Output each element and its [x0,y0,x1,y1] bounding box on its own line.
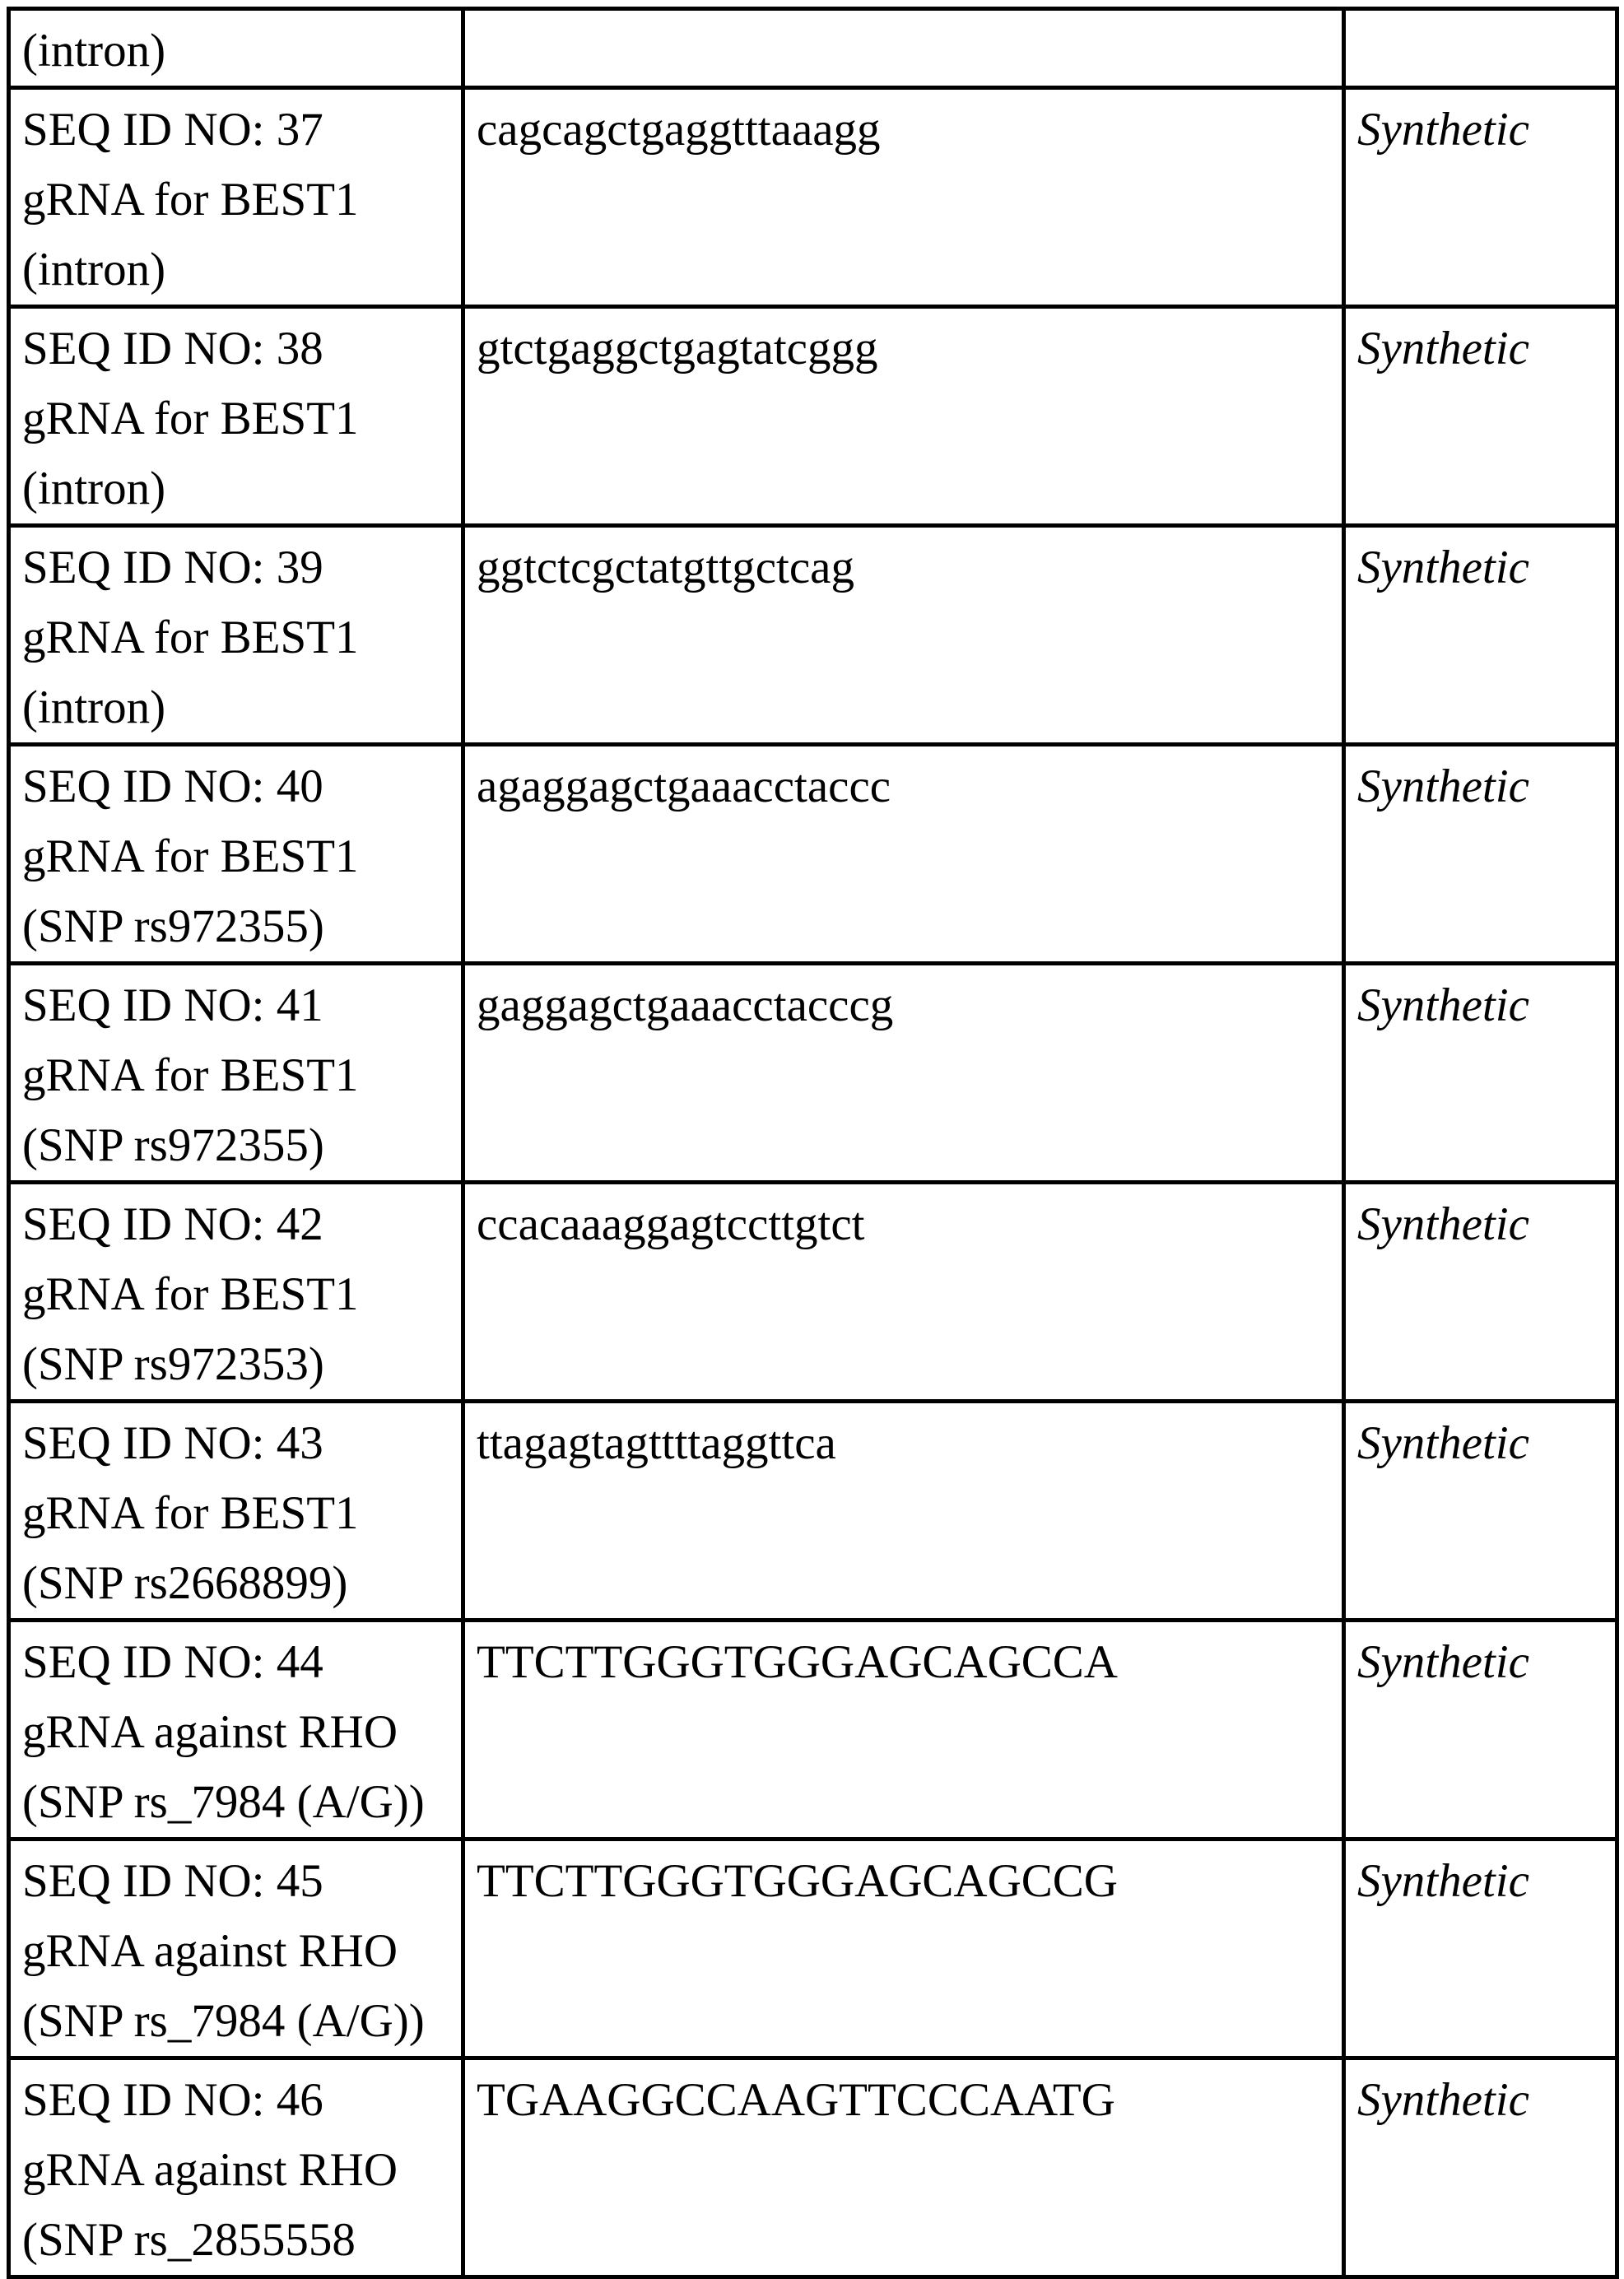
seq-id-label-line: (SNP rs972355) [22,1119,324,1171]
table-row [9,307,1617,526]
sequence-cell: TGAAGGCCAAGTTCCCAATG [463,2058,1344,2277]
seq-id-label-line: SEQ ID NO: 40 [22,760,323,812]
seq-id-label-line: SEQ ID NO: 42 [22,1198,323,1250]
seq-id-cell [9,307,463,526]
sequence-cell: ccacaaaggagtccttgtct [463,1183,1344,1402]
sequence-cell: agaggagctgaaacctaccc [463,745,1344,964]
seq-id-label-line: gRNA for BEST1 [22,830,359,882]
table-row [9,2058,1617,2277]
seq-id-label-line: (SNP rs_7984 (A/G)) [22,1776,425,1828]
sequence-cell: TTCTTGGGTGGGAGCAGCCA [463,1621,1344,1839]
sequence-cell: gaggagctgaaacctacccg [463,964,1344,1183]
seq-id-label-line: gRNA for BEST1 [22,1268,359,1320]
sequence-cell: cagcagctgaggtttaaagg [463,88,1344,307]
seq-id-label-line: gRNA against RHO [22,2144,398,2196]
seq-id-label-line: SEQ ID NO: 43 [22,1417,323,1469]
source-cell [1344,9,1617,88]
seq-id-cell [9,745,463,964]
seq-id-label-line: (SNP rs_2855558 [22,2214,356,2266]
seq-id-label-line: (intron) [22,244,166,295]
seq-id-label-line: SEQ ID NO: 45 [22,1855,323,1907]
seq-id-cell [9,964,463,1183]
seq-id-label-line: SEQ ID NO: 37 [22,104,323,156]
seq-id-label-line: (intron) [22,681,166,733]
seq-id-label-line: gRNA for BEST1 [22,174,359,226]
table-row [9,526,1617,745]
seq-id-label-line: (SNP rs2668899) [22,1557,348,1609]
source-cell: Synthetic [1344,307,1617,526]
seq-id-label-line: gRNA for BEST1 [22,1049,359,1101]
seq-id-label-line: SEQ ID NO: 38 [22,323,323,374]
seq-id-label-line: SEQ ID NO: 46 [22,2074,323,2126]
sequence-table [7,7,1619,2279]
table-row [9,964,1617,1183]
table-row [9,1402,1617,1621]
source-cell: Synthetic [1344,1183,1617,1402]
source-cell: Synthetic [1344,526,1617,745]
sequence-cell [463,9,1344,88]
seq-id-label-line: gRNA against RHO [22,1925,398,1977]
source-cell: Synthetic [1344,1402,1617,1621]
seq-id-cell [9,2058,463,2277]
seq-id-label-line: gRNA for BEST1 [22,1487,359,1539]
table-row [9,1621,1617,1839]
seq-id-cell [9,1183,463,1402]
seq-id-cell [9,1839,463,2058]
table-row [9,1183,1617,1402]
source-cell: Synthetic [1344,964,1617,1183]
seq-id-cell [9,526,463,745]
seq-id-label-line: (intron) [22,463,166,514]
seq-id-cell [9,1621,463,1839]
seq-id-label-line: SEQ ID NO: 39 [22,542,323,593]
seq-id-label-line: gRNA for BEST1 [22,612,359,663]
table-row [9,9,1617,88]
source-cell: Synthetic [1344,88,1617,307]
seq-id-label-line: (intron) [22,25,166,77]
sequence-cell: gtctgaggctgagtatcggg [463,307,1344,526]
seq-id-label-line: (SNP rs_7984 (A/G)) [22,1995,425,2047]
sequence-cell: TTCTTGGGTGGGAGCAGCCG [463,1839,1344,2058]
source-cell: Synthetic [1344,1839,1617,2058]
seq-id-label-line: gRNA for BEST1 [22,393,359,444]
seq-id-label-line: (SNP rs972355) [22,900,324,952]
seq-id-cell [9,88,463,307]
seq-id-label-line: gRNA against RHO [22,1706,398,1758]
seq-id-label-line: SEQ ID NO: 41 [22,979,323,1031]
sequence-cell: ttagagtagttttaggttca [463,1402,1344,1621]
table-row [9,1839,1617,2058]
source-cell: Synthetic [1344,1621,1617,1839]
table-row [9,88,1617,307]
seq-id-cell [9,1402,463,1621]
seq-id-cell [9,9,463,88]
table-row [9,745,1617,964]
source-cell: Synthetic [1344,745,1617,964]
sequence-cell: ggtctcgctatgttgctcag [463,526,1344,745]
source-cell: Synthetic [1344,2058,1617,2277]
seq-id-label-line: (SNP rs972353) [22,1338,324,1390]
seq-id-label-line: SEQ ID NO: 44 [22,1636,323,1688]
